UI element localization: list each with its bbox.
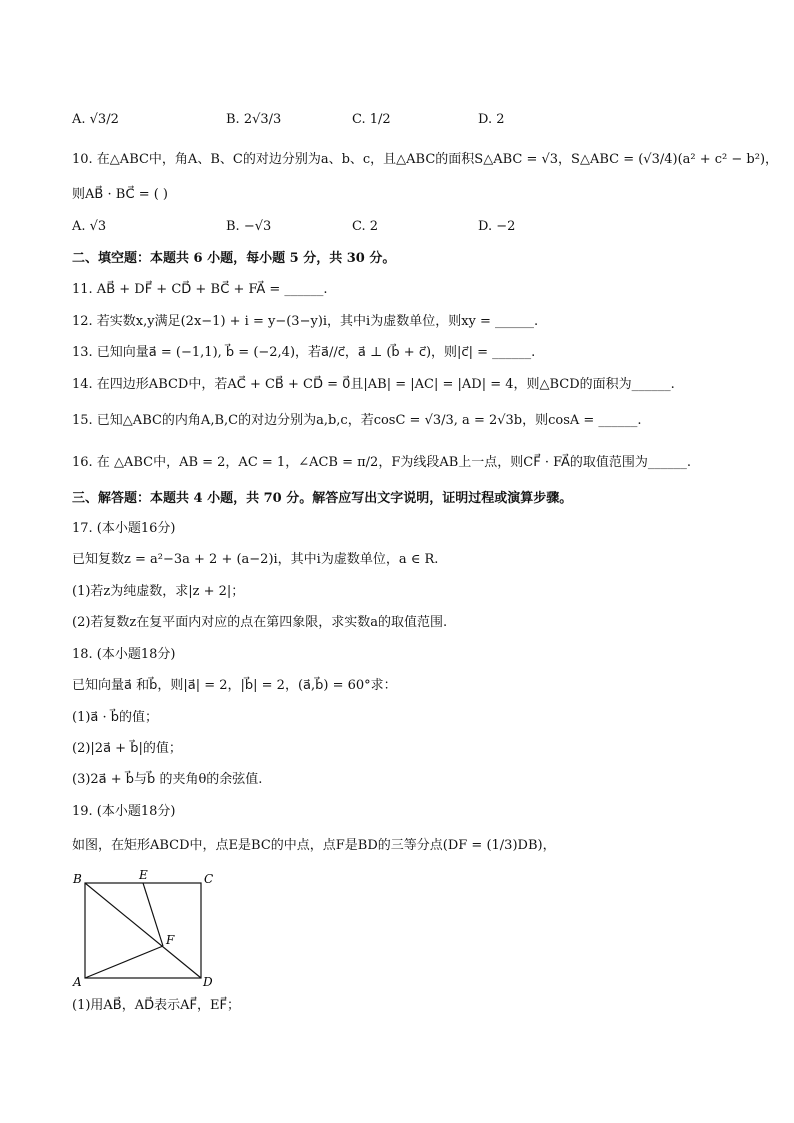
q11: 11. AB⃗ + DF⃗ + CD⃗ + BC⃗ + FA⃗ = ______. bbox=[72, 282, 328, 297]
q19-stem: 如图，在矩形ABCD中，点E是BC的中点，点F是BD的三等分点(DF = (1/3)DB)， bbox=[72, 838, 556, 853]
q16: 16. 在 △ABC中，AB = 2，AC = 1，∠ACB = π/2，F为线段AB上一点，则CF⃗ · FA⃗的取值范围为______. bbox=[72, 455, 692, 470]
q10-choice-a: A. √3 bbox=[72, 219, 107, 234]
q9-choice-d: D. 2 bbox=[478, 112, 505, 127]
q12: 12. 若实数x,y满足(2x−1) + i = y−(3−y)i，其中i为虚数单位，则xy = ______. bbox=[72, 314, 539, 329]
q9-choice-c: C. 1/2 bbox=[352, 112, 391, 127]
label-d: D bbox=[203, 975, 213, 989]
q18-part2: (2)|2a⃗ + b⃗|的值； bbox=[72, 741, 182, 756]
q17-part2: (2)若复数z在复平面内对应的点在第四象限，求实数a的取值范围. bbox=[72, 615, 448, 630]
q10-choice-c: C. 2 bbox=[352, 219, 379, 234]
q19-title: 19. (本小题18分) bbox=[72, 804, 176, 819]
q18-part1: (1)a⃗ · b⃗的值； bbox=[72, 710, 159, 725]
q17-title: 17. (本小题16分) bbox=[72, 521, 176, 536]
q18-part3: (3)2a⃗ + b⃗与b⃗ 的夹角θ的余弦值. bbox=[72, 772, 263, 787]
q10-choice-b: B. −√3 bbox=[226, 219, 272, 234]
q14: 14. 在四边形ABCD中，若AC⃗ + CB⃗ + CD⃗ = 0⃗且|AB| = |AC| = |AD| = 4，则△BCD的面积为______. bbox=[72, 377, 675, 392]
label-b: B bbox=[73, 872, 82, 886]
segment-ef bbox=[143, 883, 163, 946]
rectangle-figure bbox=[70, 866, 230, 990]
q9-choice-a: A. √3/2 bbox=[72, 112, 119, 127]
segment-af bbox=[85, 946, 163, 978]
section-2-heading: 二、填空题：本题共 6 小题，每小题 5 分，共 30 分。 bbox=[72, 251, 396, 266]
q18-title: 18. (本小题18分) bbox=[72, 647, 176, 662]
label-f: F bbox=[166, 933, 175, 947]
label-a: A bbox=[73, 975, 82, 989]
q10-line1: 10. 在△ABC中，角A、B、C的对边分别为a、b、c，且△ABC的面积S△ABC = √3，S△ABC = (√3/4)(a² + c² − b²)， bbox=[72, 152, 779, 167]
label-e: E bbox=[139, 868, 148, 882]
q19-part1: (1)用AB⃗，AD⃗表示AF⃗，EF⃗； bbox=[72, 998, 240, 1013]
q9-choice-b: B. 2√3/3 bbox=[226, 112, 282, 127]
section-3-heading: 三、解答题：本题共 4 小题，共 70 分。解答应写出文字说明，证明过程或演算步骤。 bbox=[72, 491, 573, 506]
q15: 15. 已知△ABC的内角A,B,C的对边分别为a,b,c，若cosC = √3/3, a = 2√3b，则cosA = ______. bbox=[72, 413, 642, 428]
segment-bd bbox=[85, 883, 201, 978]
q18-stem: 已知向量a⃗ 和b⃗，则|a⃗| = 2，|b⃗| = 2，(a⃗,b⃗) = 60°求： bbox=[72, 678, 397, 693]
q10-line2: 则AB⃗ · BC⃗ = ( ) bbox=[72, 187, 169, 202]
q17-part1: (1)若z为纯虚数，求|z + 2|； bbox=[72, 584, 245, 599]
label-c: C bbox=[204, 872, 214, 886]
q17-stem: 已知复数z = a²−3a + 2 + (a−2)i，其中i为虚数单位，a ∈ R. bbox=[72, 552, 439, 567]
q13: 13. 已知向量a⃗ = (−1,1), b⃗ = (−2,4)，若a⃗//c⃗，a⃗ ⊥ (b⃗ + c⃗)，则|c⃗| = ______. bbox=[72, 345, 536, 360]
q10-choice-d: D. −2 bbox=[478, 219, 516, 234]
